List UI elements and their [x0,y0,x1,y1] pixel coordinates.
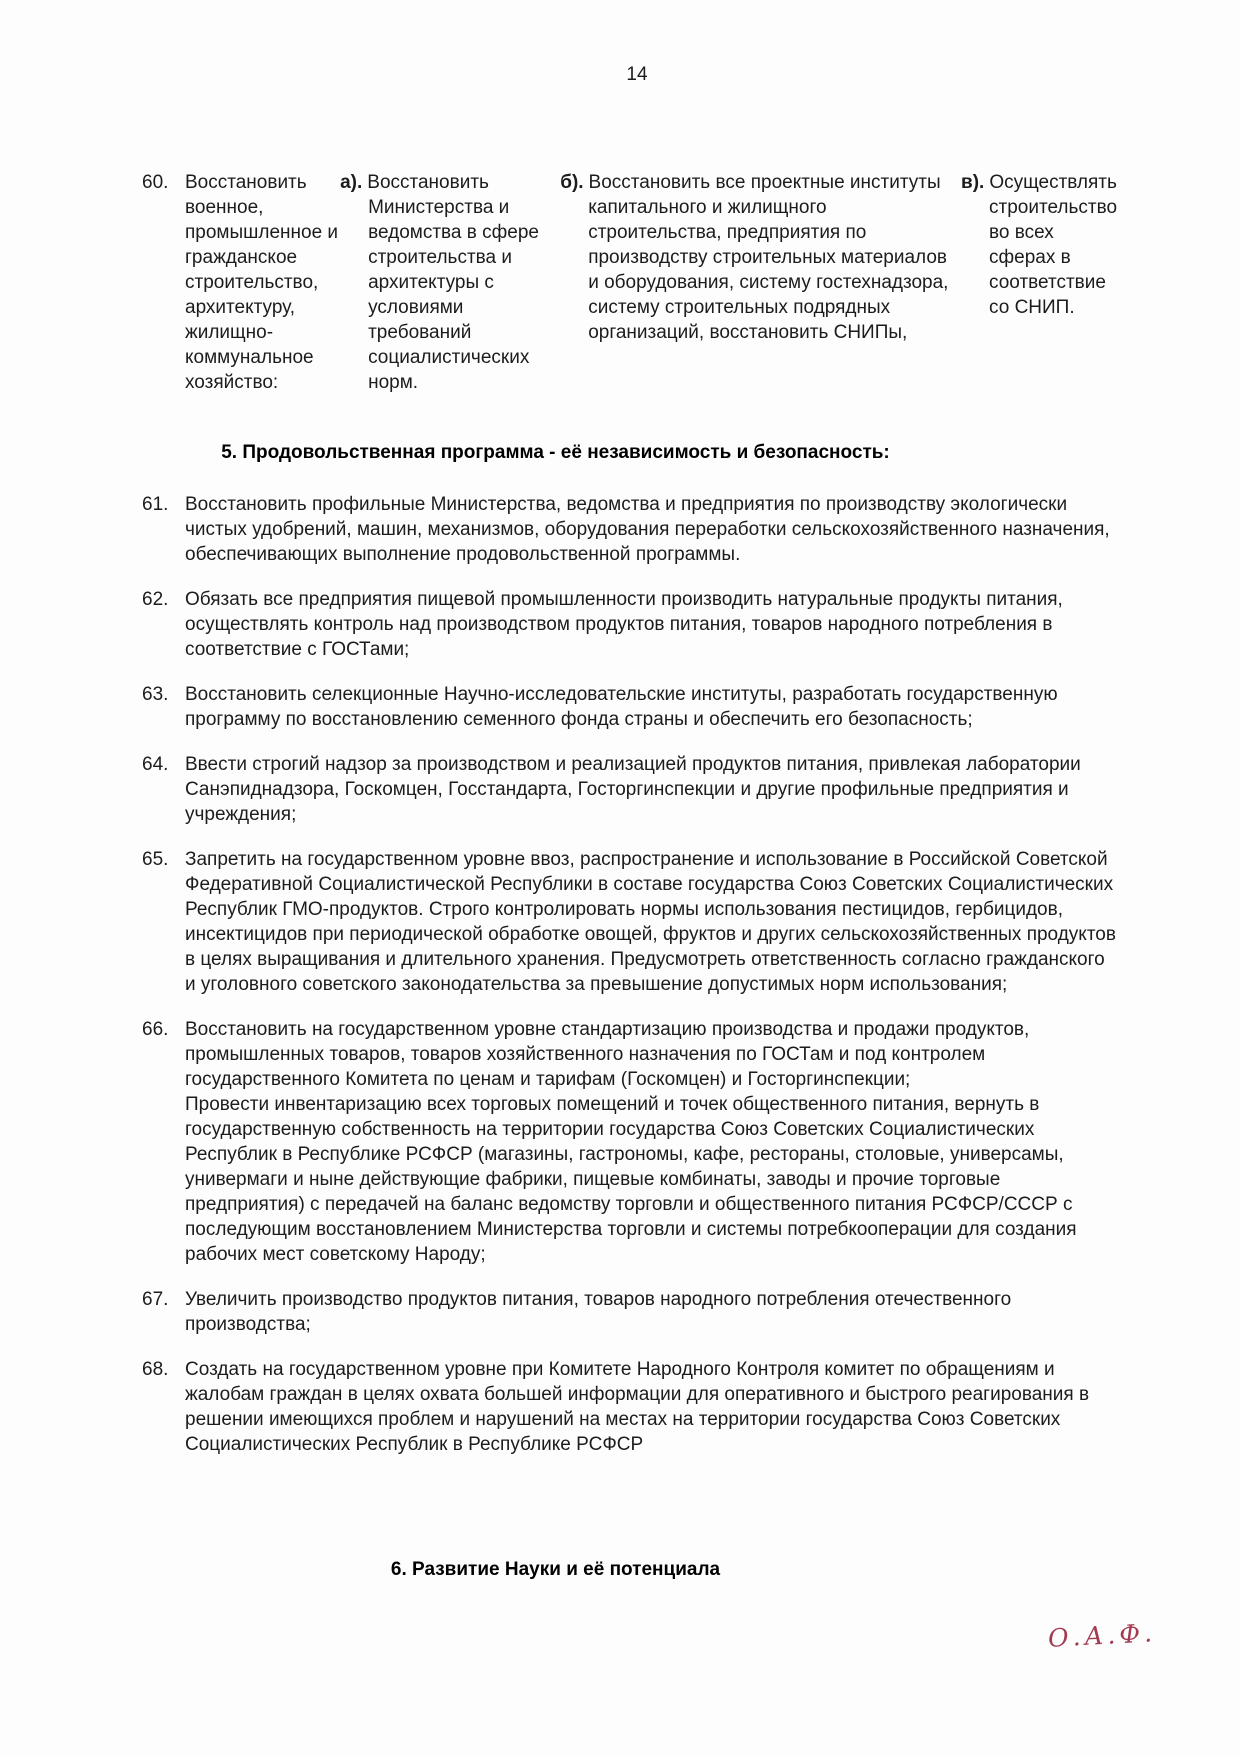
signature-initials: О.А.Ф. [1047,1618,1157,1653]
item-number: 66. [142,1019,169,1040]
item-63 [142,682,1117,732]
item-paragraph: Обязать все предприятия пищевой промышленности производить натуральные продукты питания, осуществлять контроль над производством продуктов питания, товаров народного потребления в соответствие с ГОСТами; [185,589,1063,660]
item-number: 67. [142,1289,169,1310]
subitem-text: Восстановить все проектные институты капитального и жилищного строительства, предприятия по производству строительных материалов и оборудования, систему гостехнадзора, систему строительных подрядных организаций, восстановить СНИПы, [588,172,949,343]
item-paragraph: Увеличить производство продуктов питания, товаров народного потребления отечественного производства; [185,1289,1012,1335]
item-text [185,752,1117,827]
item-text [185,1357,1117,1457]
subitem-text: Осуществлять строительство во всех сферах в соответствие со СНИП. [989,172,1118,318]
item-66 [142,1017,1117,1267]
item-paragraph: Запретить на государственном уровне ввоз, распространение и использование в Российской Советской Федеративной Социалистической Республики в составе государства Союз Советских Социалистических Республик ГМО-продуктов. Строго контролировать нормы использования пестицидов, гербицидов, инсектицидов при периодической обработке овощей, фруктов и других сельскохозяйственных продуктов в целях выращивания и длительного хранения. Предусмотреть ответственность согласно гражданского и уголовного советского законодательства за превышение допустимых норм использования; [185,849,1116,995]
item-text [185,492,1117,567]
subitem-text: Восстановить Министерства и ведомства в сфере строительства и архитектуры с условиями требований социалистических норм. [367,172,539,393]
item-number: 62. [142,589,169,610]
item-text [185,170,340,395]
item-paragraph: Восстановить военное, промышленное и гражданское строительство, архитектуру, жилищно-коммунальное хозяйство: [185,172,339,393]
item-65 [142,847,1117,997]
item-paragraph: Создать на государственном уровне при Комитете Народного Контроля комитет по обращениям и жалобам граждан в целях охвата большей информации для оперативного и быстрого реагирования в решении имеющихся проблем и нарушений на местах на территории государства Союз Советских Социалистических Республик в Республике РСФСР [185,1359,1090,1455]
document-content [142,170,1117,1582]
item-67 [142,1287,1117,1337]
item-number: 61. [142,494,169,515]
page-number: 14 [626,64,648,85]
subitem-marker: в). [961,172,985,193]
item-text [185,587,1117,662]
subitem [961,170,1117,395]
item-text [185,847,1117,997]
section-6-heading: 6. Развитие Науки и её потенциала [390,1559,721,1580]
section-5-heading: 5. Продовольственная программа - её независимость и безопасность: [221,442,890,463]
item-60 [142,170,1117,395]
item-64 [142,752,1117,827]
item-paragraph: Восстановить на государственном уровне стандартизацию производства и продажи продуктов, промышленных товаров, товаров хозяйственного назначения по ГОСТам и под контролем государственного Комитета по ценам и тарифам (Госкомцен) и Госторгинспекции; [185,1019,1030,1090]
item-number: 68. [142,1359,169,1380]
item-paragraph: Ввести строгий надзор за производством и реализацией продуктов питания, привлекая лаборатории Санэпиднадзора, Госкомцен, Госстандарта, Госторгинспекции и другие профильные предприятия и учреждения; [185,754,1081,825]
subitem [340,170,560,395]
subitem-marker: а). [340,172,363,193]
item-text [185,1017,1117,1267]
subitem-marker: б). [560,172,584,193]
item-68 [142,1357,1117,1457]
item-number: 65. [142,849,169,870]
item-paragraph: Провести инвентаризацию всех торговых помещений и точек общественного питания, вернуть в государственную собственность на территории государства Союз Советских Социалистических Республик в Республике РСФСР (магазины, гастрономы, кафе, рестораны, столовые, универсамы, универмаги и ныне действующие фабрики, пищевые комбинаты, заводы и прочие торговые предприятия) с передачей на баланс ведомству торговли и общественного питания РСФСР/СССР с последующим восстановлением Министерства торговли и системы потребкооперации для создания рабочих мест советскому Народу; [185,1094,1077,1265]
item-number: 64. [142,754,169,775]
item-61 [142,492,1117,567]
item-paragraph: Восстановить профильные Министерства, ведомства и предприятия по производству экологически чистых удобрений, машин, механизмов, оборудования переработки сельскохозяйственного назначения, обеспечивающих выполнение продовольственной программы. [185,494,1110,565]
item-number: 60. [142,172,169,193]
item-text [185,1287,1117,1337]
item-number: 63. [142,684,169,705]
subitem [560,170,961,395]
item-paragraph: Восстановить селекционные Научно-исследовательские институты, разработать государственную программу по восстановлению семенного фонда страны и обеспечить его безопасность; [185,684,1058,730]
item-text [185,682,1117,732]
item-62 [142,587,1117,662]
